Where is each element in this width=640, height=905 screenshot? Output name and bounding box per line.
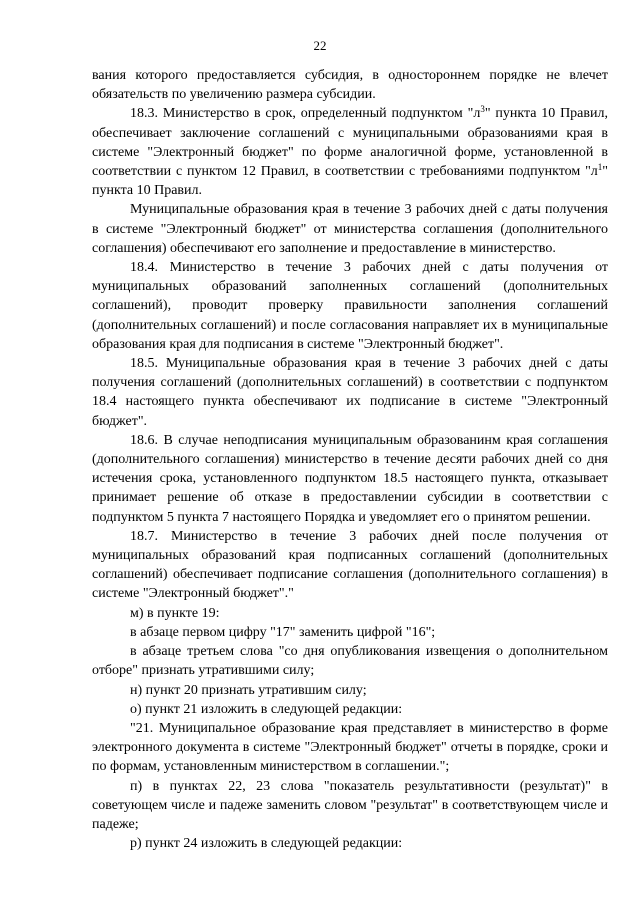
paragraph-municipal-filling: Муниципальные образования края в течение 3 рабочих дней с даты получения в системе "Электронный бюджет" от министерства соглашения (дополнительного соглашения) обеспечивают его заполнение и предоставление в министерство.	[92, 202, 608, 256]
paragraph-18-3	[92, 104, 608, 200]
document-body	[92, 66, 608, 853]
paragraph-18-4: 18.4. Министерство в течение 3 рабочих дней с даты получения от муниципальных образований заполненных соглашений (дополнительных соглашений), проводит проверку правильности заполнения соглашений (дополнительных соглашений) и после согласования направляет их в муниципальные образования края для подписания в системе "Электронный бюджет".	[92, 260, 608, 352]
paragraph-o: о) пункт 21 изложить в следующей редакции:	[130, 701, 403, 717]
superscript-3: 3	[480, 104, 485, 115]
paragraph-m-third: в абзаце третьем слова "со дня опубликования извещения о дополнительном отборе" признать утратившими силу;	[92, 644, 608, 679]
paragraph-21: "21. Муниципальное образование края представляет в министерство в форме электронного документа в системе "Электронный бюджет" отчеты в порядке, сроки и по формам, установленным министерством в соглашении.";	[92, 720, 608, 775]
paragraph-p: п) в пунктах 22, 23 слова "показатель результативности (результат)" в советующем числе и падеже заменить словом "результат" в соответствующем числе и падеже;	[92, 778, 608, 832]
paragraph-18-3-text-c: " пункта 10 Правил.	[92, 164, 608, 199]
paragraph-n: н) пункт 20 признать утратившим силу;	[130, 682, 367, 698]
paragraph-18-5: 18.5. Муниципальные образования края в течение 3 рабочих дней с даты получения соглашений (дополнительных соглашений) в соответствии с подпунктом 18.4 настоящего пункта обеспечивают их подписание в системе "Электронный бюджет".	[92, 356, 608, 429]
paragraph-continuation: вания которого предоставляется субсидия, в одностороннем порядке не влечет обязательств по увеличению размера субсидии.	[92, 68, 608, 103]
paragraph-m: м) в пункте 19:	[130, 605, 220, 621]
paragraph-m-first: в абзаце первом цифру "17" заменить цифрой "16";	[130, 624, 436, 640]
paragraph-r: р) пункт 24 изложить в следующей редакции:	[130, 836, 403, 852]
superscript-1: 1	[597, 162, 603, 173]
paragraph-18-3-text-a: 18.3. Министерство в срок, определенный подпунктом "л	[130, 106, 481, 122]
paragraph-18-3-text-b: " пункта 10 Правил, обеспечивает заключение соглашений с муниципальными образованиями края в системе "Электронный бюджет" по форме аналогичной форме, установленной в соответствии с пунктом 12 Правил, в соответствии с требованиями подпунктом "л	[92, 106, 608, 180]
page-number: 22	[313, 38, 327, 53]
paragraph-18-6: 18.6. В случае неподписания муниципальным образованинм края соглашения (дополнительного соглашения) министерство в течение десяти рабочих дней со дня истечения срока, установленного подпунктом 18.5 настоящего пункта, отказывает принимает решение об отказе в предоставлении субсидии в соответствии с подпунктом 5 пункта 7 настоящего Порядка и уведомляет его о принятом решении.	[92, 432, 608, 525]
paragraph-18-7: 18.7. Министерство в течение 3 рабочих дней после получения от муниципальных образований края подписанных соглашений (дополнительных соглашений) обеспечивает подписание соглашения (дополнительного соглашения) в системе "Электронный бюджет"."	[92, 528, 608, 602]
